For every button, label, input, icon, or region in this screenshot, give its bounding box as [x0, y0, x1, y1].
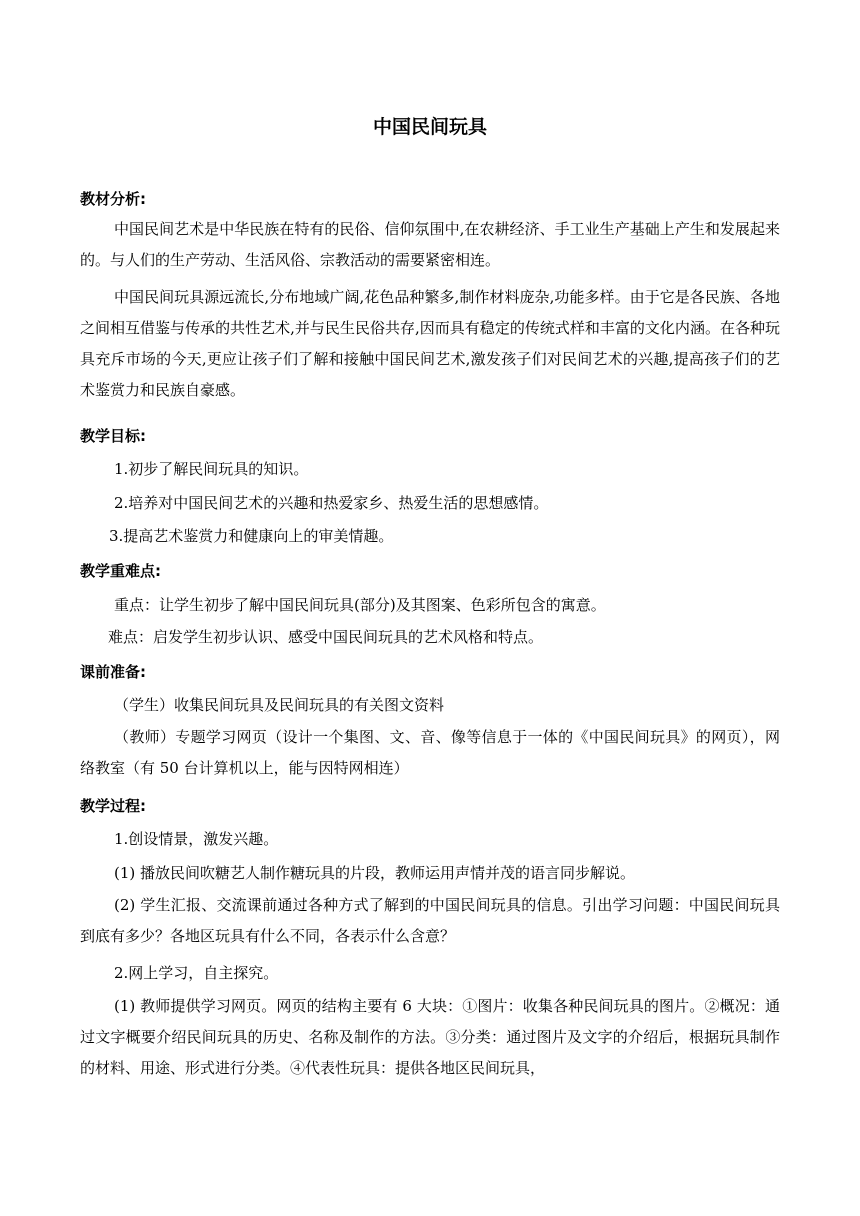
- process-step-2: 2.网上学习，自主探究。: [114, 964, 279, 982]
- goal-item-1: 1.初步了解民间玩具的知识。: [114, 460, 309, 478]
- goal-item-3: 3.提高艺术鉴赏力和健康向上的审美情趣。: [109, 527, 394, 545]
- prep-teacher: （教师）专题学习网页（设计一个集图、文、音、像等信息于一体的《中国民间玩具》的网页），网络教室（有 50 台计算机以上，能与因特网相连）: [80, 728, 780, 777]
- section-heading-analysis: 教材分析:: [80, 190, 146, 208]
- keypoint-difficulty: 难点：启发学生初步认识、感受中国民间玩具的艺术风格和特点。: [108, 628, 544, 646]
- section-heading-goals: 教学目标:: [80, 427, 146, 445]
- section-heading-process: 教学过程:: [80, 797, 146, 815]
- goal-item-2: 2.培养对中国民间艺术的兴趣和热爱家乡、热爱生活的思想感情。: [114, 494, 549, 512]
- section-heading-prep: 课前准备:: [80, 663, 146, 681]
- keypoint-focus: 重点：让学生初步了解中国民间玩具(部分)及其图案、色彩所包含的寓意。: [114, 596, 606, 614]
- process-step-1: 1.创设情景，激发兴趣。: [114, 830, 279, 848]
- analysis-paragraph-1: 中国民间艺术是中华民族在特有的民俗、信仰氛围中,在农耕经济、手工业生产基础上产生和发展起来的。与人们的生产劳动、生活风俗、宗教活动的需要紧密相连。: [80, 220, 780, 269]
- prep-student: （学生）收集民间玩具及民间玩具的有关图文资料: [114, 696, 445, 714]
- section-heading-keypoints: 教学重难点:: [80, 562, 161, 580]
- analysis-paragraph-2: 中国民间玩具源远流长,分布地域广阔,花色品种繁多,制作材料庞杂,功能多样。由于它是各民族、各地之间相互借鉴与传承的共性艺术,并与民生民俗共存,因而具有稳定的传统式样和丰富的文化内涵。在各种玩具充斥市场的今天,更应让孩子们了解和接触中国民间艺术,激发孩子们对民间艺术的兴趣,提高孩子们的艺术鉴赏力和民族自豪感。: [80, 288, 780, 399]
- process-step-2a: (1) 教师提供学习网页。网页的结构主要有 6 大块：①图片：收集各种民间玩具的图片。②概况：通过文字概要介绍民间玩具的历史、名称及制作的方法。③分类：通过图片及文字的介绍后，根据玩具制作的材料、用途、形式进行分类。④代表性玩具：提供各地区民间玩具，: [80, 997, 780, 1077]
- document-title: 中国民间玩具: [372, 116, 487, 138]
- process-step-1a: (1) 播放民间吹糖艺人制作糖玩具的片段，教师运用声情并茂的语言同步解说。: [114, 864, 636, 882]
- process-step-1b: (2) 学生汇报、交流课前通过各种方式了解到的中国民间玩具的信息。引出学习问题：中国民间玩具到底有多少？各地区玩具有什么不同，各表示什么含意？: [80, 896, 780, 945]
